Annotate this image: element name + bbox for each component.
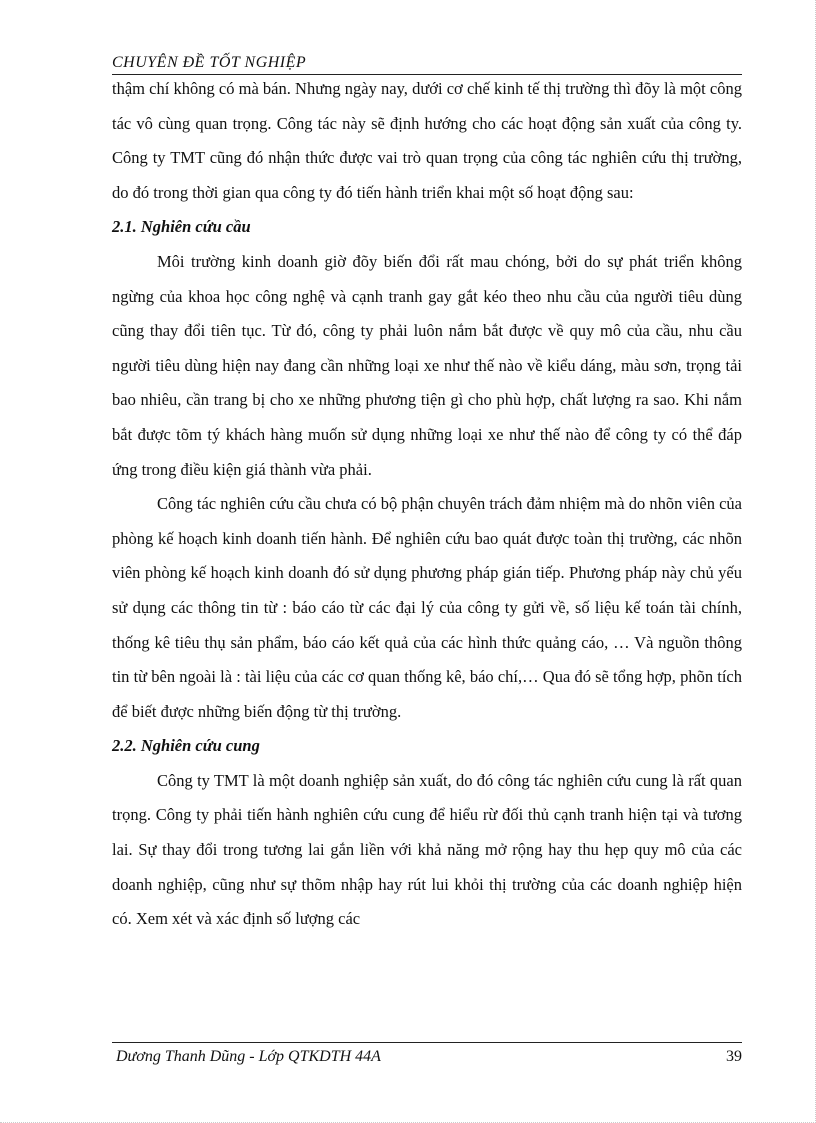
section-heading-2-2: 2.2. Nghiên cứu cung [112, 736, 260, 756]
section-heading-2-1: 2.1. Nghiên cứu cầu [112, 217, 251, 237]
page-body [112, 72, 742, 937]
paragraph-2: Môi trường kinh doanh giờ đõy biến đổi rất mau chóng, bởi do sự phát triển không ngừng của khoa học công nghệ và cạnh tranh gay gắt kéo theo nhu cầu của người tiêu dùng cũng thay đổi tiên tục. Từ đó, công ty phải luôn nắm bắt được về quy mô của cầu, nhu cầu người tiêu dùng hiện nay đang cần những loại xe như thế nào về kiểu dáng, màu sơn, trọng tải bao nhiêu, cần trang bị cho xe những phương tiện gì cho phù hợp, chất lượng ra sao. Khi nắm bắt được tõm tý khách hàng muốn sử dụng những loại xe như thế nào để công ty có thể đáp ứng trong điều kiện giá thành vừa phải. [112, 251, 742, 479]
paragraph-4: Công ty TMT là một doanh nghiệp sản xuất, do đó công tác nghiên cứu cung là rất quan trọng. Công ty phải tiến hành nghiên cứu cung để hiểu rừ đối thủ cạnh tranh hiện tại và tương lai. Sự thay đổi trong tương lai gắn liền với khả năng mở rộng hay thu hẹp quy mô của các doanh nghiệp, cũng như sự thõm nhập hay rút lui khỏi thị trường của các doanh nghiệp hiện có. Xem xét và xác định số lượng các [112, 770, 742, 929]
paragraph-3: Công tác nghiên cứu cầu chưa có bộ phận chuyên trách đảm nhiệm mà do nhõn viên của phòng kế hoạch kinh doanh tiến hành. Để nghiên cứu bao quát được toàn thị trường, các nhõn viên phòng kế hoạch kinh doanh đó sử dụng phương pháp gián tiếp. Phương pháp này chủ yếu sử dụng các thông tin từ : báo cáo từ các đại lý của công ty gửi về, số liệu kế toán tài chính, thống kê tiêu thụ sản phẩm, báo cáo kết quả của các hình thức quảng cáo, … Và nguồn thông tin từ bên ngoài là : tài liệu của các cơ quan thống kê, báo chí,… Qua đó sẽ tổng hợp, phõn tích để biết được những biến động từ thị trường. [112, 494, 742, 721]
page-footer [112, 1042, 742, 1069]
header-title: CHUYÊN ĐỀ TỐT NGHIỆP [112, 54, 307, 71]
footer-author: Dương Thanh Dũng - Lớp QTKDTH 44A [116, 1048, 381, 1065]
paragraph-1: thậm chí không có mà bán. Nhưng ngày nay, dưới cơ chế kinh tế thị trường thì đõy là một công tác vô cùng quan trọng. Công tác này sẽ định hướng cho các hoạt động sản xuất của công ty. Công ty TMT cũng đó nhận thức được vai trò quan trọng của công tác nghiên cứu thị trường, do đó trong thời gian qua công ty đó tiến hành triển khai một số hoạt động sau: [112, 79, 742, 202]
page-number: 39 [726, 1048, 742, 1065]
